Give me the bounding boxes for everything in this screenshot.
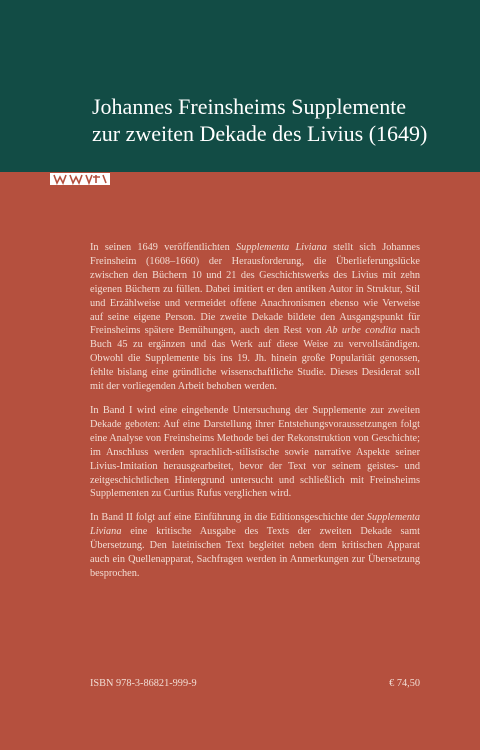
italic-title-2: Ab urbe condita	[326, 325, 397, 337]
italic-title-1: Supplementa Liviana	[236, 242, 327, 253]
title-line-1: Johannes Freinsheims Supplemente	[92, 94, 407, 119]
title-line-2: zur zweiten Dekade des Livius (1649)	[92, 121, 428, 146]
isbn: ISBN 978-3-86821-999-9	[90, 678, 197, 689]
paragraph-3: In Band II folgt auf eine Einführung in die Editionsgeschichte der Supplementa Liviana eine kritische Ausgabe des Texts der zweiten Dekade samt Übersetzung. Den lateinischen Text begleitet neben dem kritischen Apparat auch ein Quellenapparat, Sachfragen werden in Anmerkungen zur Übersetzung besprochen.	[90, 512, 420, 579]
book-title	[92, 93, 427, 147]
paragraph-1: In seinen 1649 veröffentlichten Supplementa Liviana stellt sich Johannes Freinsheim (1608–1660) der Herausforderung, die Überlieferungslücke zwischen den Büchern 10 und 21 des Geschichtswerks des Livius mit zehn eigenen Büchern zu füllen. Dabei imitiert er den antiken Autor in Struktur, Stil und Erzählweise und vermeidet offene Anachronismen ebenso wie Verweise auf seine eigene Person. Die zweite Dekade bildete den Ausgangspunkt für Freinsheims spätere Bemühungen, auch den Rest von Ab urbe condita nach Buch 45 zu ergänzen und das Werk auf diese Weise zu vervollständigen. Obwohl die Supplemente bis ins 19. Jh. hinein große Popularität genossen, fehlte bislang eine gründliche wissenschaftliche Studie. Dieses Desiderat soll mit der vorliegenden Arbeit behoben werden.	[90, 242, 420, 393]
header-panel	[0, 0, 480, 172]
blurb	[90, 241, 420, 591]
italic-title-3: Supplementa Liviana	[90, 512, 420, 538]
price: € 74,50	[389, 678, 420, 689]
paragraph-2: In Band I wird eine eingehende Untersuchung der Supplemente zur zweiten Dekade geboten: Auf eine Darstellung ihrer Entstehungsvoraussetzungen folgt eine Analyse von Freinsheims Methode bei der Rekonstruktion von Geschichte; im Anschluss werden sprachlich-stilistische sowie narrative Aspekte seiner Livius-Imitation herausgearbeitet, bevor der Text vor seinem geistes- und zeitgeschichtlichen Hintergrund untersucht und schließlich mit Freinsheims Supplementen zu Curtius Rufus verglichen wird.	[90, 404, 420, 500]
wvt-logo-icon	[50, 173, 110, 185]
